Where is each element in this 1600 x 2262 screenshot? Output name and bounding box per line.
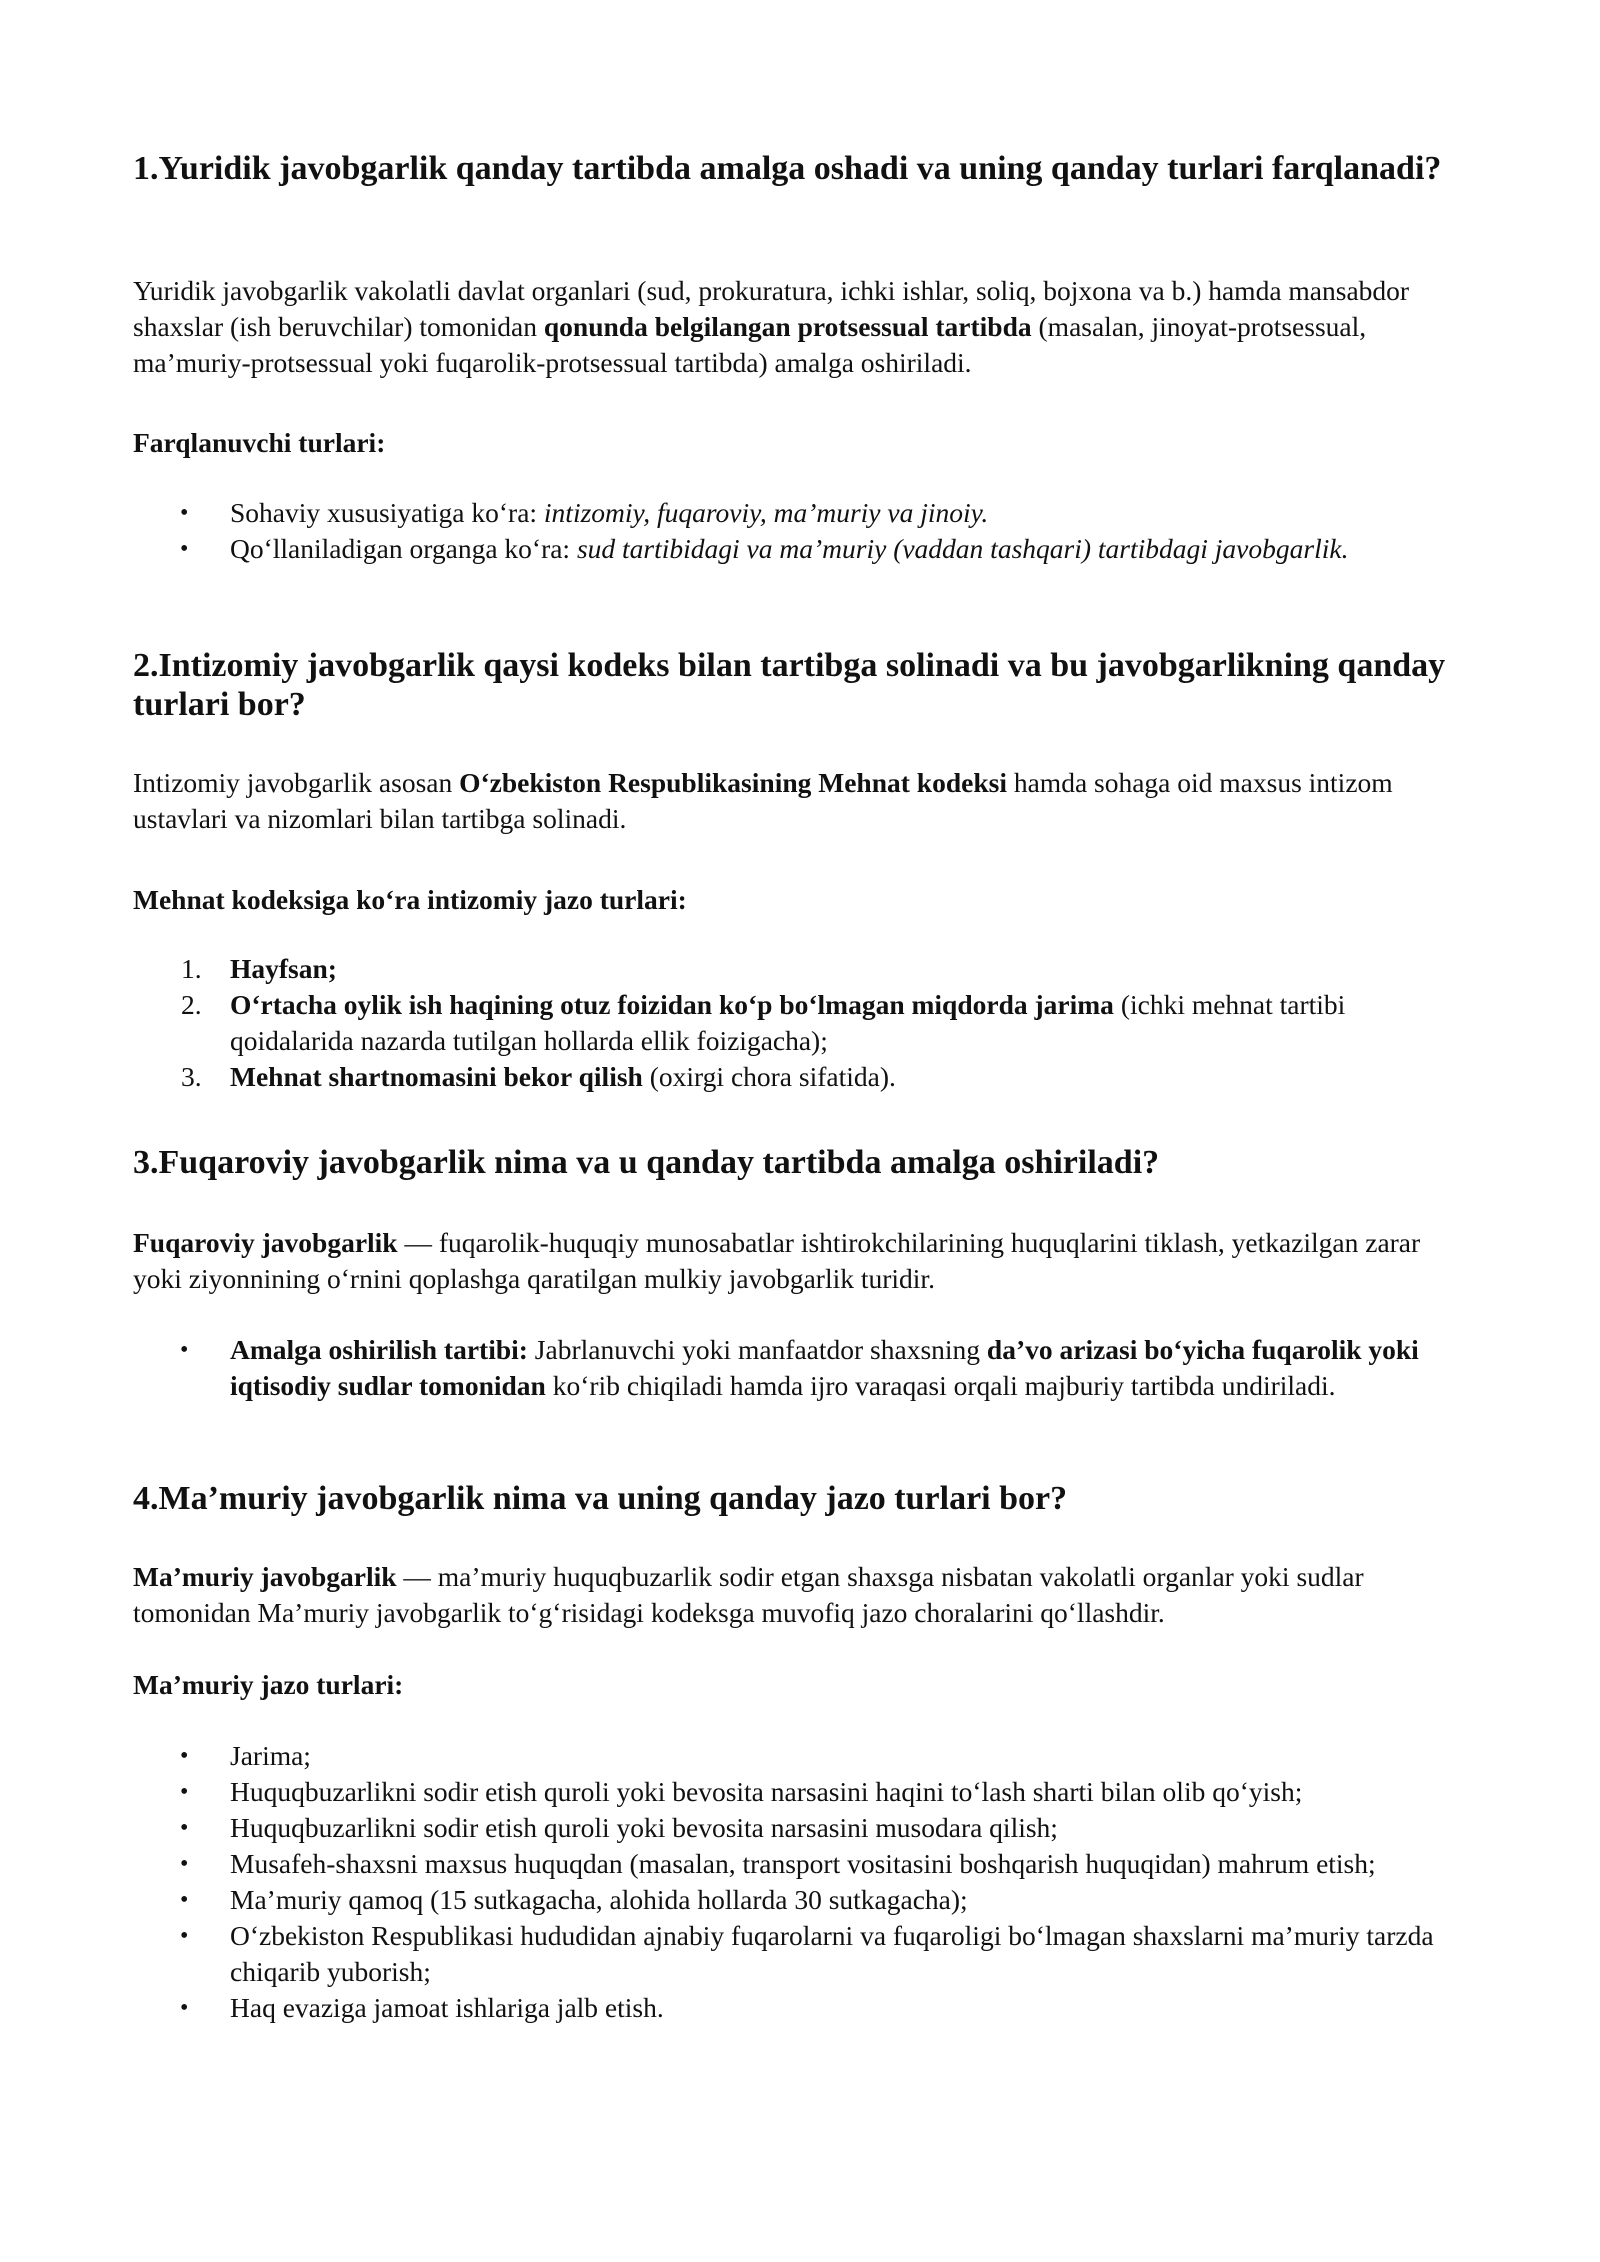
section-1-types-title: Farqlanuvchi turlari: bbox=[133, 427, 386, 458]
list-item: • Amalga oshirilish tartibi: Jabrlanuvchi yoki manfaatdor shaxsning da’vo arizasi bo‘yicha fuqarolik yoki iqtisodiy sudlar tomonidan ko‘rib chiqiladi hamda ijro varaqasi orqali majburiy tartibda undiriladi. bbox=[133, 1332, 1473, 1404]
list-item: • Jarima; bbox=[133, 1738, 1473, 1774]
section-4-paragraph: Ma’muriy javobgarlik — ma’muriy huquqbuzarlik sodir etgan shaxsga nisbatan vakolatli organlar yoki sudlar tomonidan Ma’muriy javobgarlik to‘g‘risidagi kodeksga muvofiq jazo choralarini qo‘llashdir. bbox=[133, 1561, 1364, 1628]
section-1-heading: 1.Yuridik javobgarlik qanday tartibda amalga oshadi va uning qanday turlari farqlanadi? bbox=[133, 150, 1442, 187]
list-item: • Huquqbuzarlikni sodir etish quroli yoki bevosita narsasini haqini to‘lash sharti bilan olib qo‘yish; bbox=[133, 1774, 1473, 1810]
section-3-heading: 3.Fuqaroviy javobgarlik nima va u qanday tartibda amalga oshiriladi? bbox=[133, 1144, 1160, 1181]
section-2-list-title: Mehnat kodeksiga ko‘ra intizomiy jazo turlari: bbox=[133, 884, 687, 915]
list-item: • Huquqbuzarlikni sodir etish quroli yoki bevosita narsasini musodara qilish; bbox=[133, 1810, 1473, 1846]
section-3-bullet-list bbox=[133, 1332, 1473, 1404]
section-4-bullet-list bbox=[133, 1738, 1473, 2026]
section-2-numbered-list bbox=[133, 951, 1473, 1095]
section-2-paragraph: Intizomiy javobgarlik asosan O‘zbekiston Respublikasining Mehnat kodeksi hamda sohaga oid maxsus intizom ustavlari va nizomlari bilan tartibga solinadi. bbox=[133, 767, 1393, 834]
list-item: • Haq evaziga jamoat ishlariga jalb etish. bbox=[133, 1990, 1473, 2026]
list-item: • Musafeh-shaxsni maxsus huquqdan (masalan, transport vositasini boshqarish huquqidan) mahrum etish; bbox=[133, 1846, 1473, 1882]
section-1-paragraph: Yuridik javobgarlik vakolatli davlat organlari (sud, prokuratura, ichki ishlar, soliq, bojxona va b.) hamda mansabdor shaxslar (ish beruvchilar) tomonidan qonunda belgilangan protsessual tartibda (masalan, jinoyat-protsessual, ma’muriy-protsessual yoki fuqarolik-protsessual tartibda) amalga oshiriladi. bbox=[133, 275, 1410, 378]
list-item: 2. O‘rtacha oylik ish haqining otuz foizidan ko‘p bo‘lmagan miqdorda jarima (ichki mehnat tartibi qoidalarida nazarda tutilgan hollarda ellik foizigacha); bbox=[181, 989, 1346, 1056]
section-2-heading: 2.Intizomiy javobgarlik qaysi kodeks bilan tartibga solinadi va bu javobgarlikning qanday turlari bor? bbox=[133, 647, 1446, 723]
section-4-heading: 4.Ma’muriy javobgarlik nima va uning qanday jazo turlari bor? bbox=[133, 1480, 1068, 1517]
section-3-paragraph: Fuqaroviy javobgarlik — fuqarolik-huquqiy munosabatlar ishtirokchilarining huquqlarini tiklash, yetkazilgan zarar yoki ziyonnining o‘rnini qoplashga qaratilgan mulkiy javobgarlik turidir. bbox=[133, 1227, 1421, 1294]
list-item: • Ma’muriy qamoq (15 sutkagacha, alohida hollarda 30 sutkagacha); bbox=[133, 1882, 1473, 1918]
list-item: • Sohaviy xususiyatiga ko‘ra: intizomiy, fuqaroviy, ma’muriy va jinoiy. bbox=[133, 495, 1473, 531]
list-item: • O‘zbekiston Respublikasi hududidan ajnabiy fuqarolarni va fuqaroligi bo‘lmagan shaxslarni ma’muriy tarzda chiqarib yuborish; bbox=[133, 1918, 1473, 1990]
list-item: • Qo‘llaniladigan organga ko‘ra: sud tartibidagi va ma’muriy (vaddan tashqari) tartibdagi javobgarlik. bbox=[133, 531, 1473, 567]
section-4-list-title: Ma’muriy jazo turlari: bbox=[133, 1669, 404, 1700]
section-1-bullet-list bbox=[133, 495, 1473, 567]
list-item: 3. Mehnat shartnomasini bekor qilish (oxirgi chora sifatida). bbox=[181, 1061, 896, 1092]
list-item: 1. Hayfsan; bbox=[181, 953, 337, 984]
